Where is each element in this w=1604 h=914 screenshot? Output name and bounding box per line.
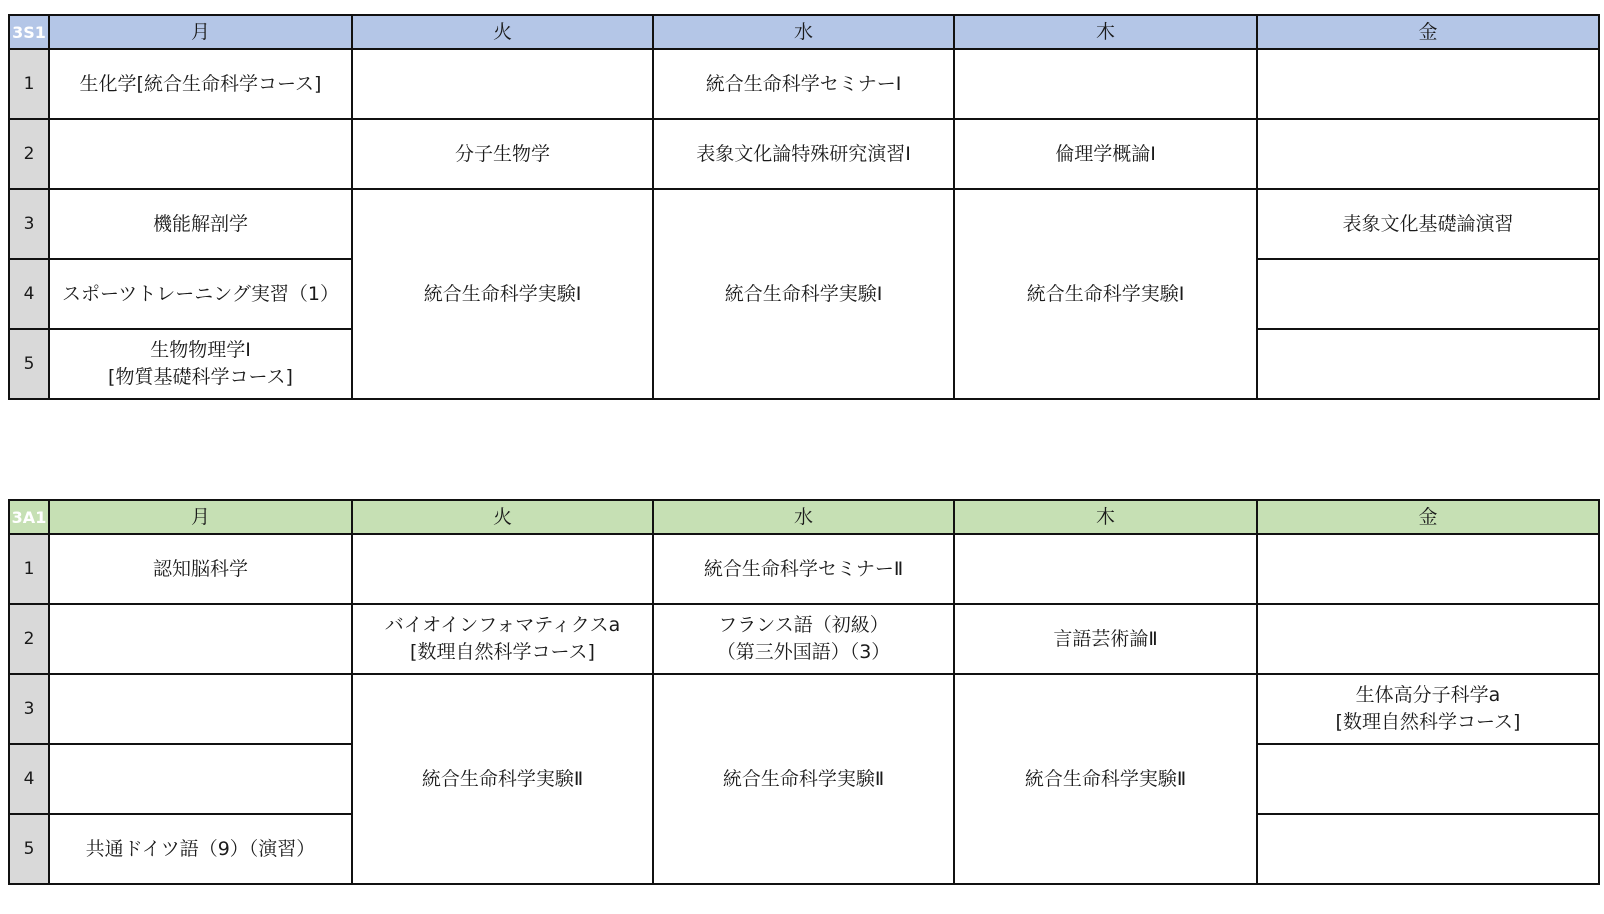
class-cell-tue-3-5 <box>352 674 653 884</box>
header-row <box>9 500 1599 534</box>
day-header-thu: 木 <box>954 15 1257 49</box>
day-header-mon: 月 <box>49 500 352 534</box>
class-name: 生化学[統合生命科学コース] <box>79 72 322 95</box>
class-cell-thu-1 <box>954 49 1257 119</box>
class-name: 倫理学概論Ⅰ <box>1055 142 1156 165</box>
class-name: 生物物理学Ⅰ [物質基礎科学コース] <box>108 339 293 388</box>
day-header-fri: 金 <box>1257 500 1599 534</box>
class-cell-tue-2 <box>352 604 653 674</box>
class-name: 統合生命科学実験Ⅰ <box>423 282 582 305</box>
class-cell-fri-2 <box>1257 604 1599 674</box>
period-row-3 <box>9 674 1599 744</box>
class-cell-wed-2 <box>653 119 954 189</box>
class-name: 統合生命科学実験Ⅰ <box>1026 282 1185 305</box>
day-header-tue: 火 <box>352 500 653 534</box>
period-row-3 <box>9 189 1599 259</box>
period-number: 2 <box>9 604 49 674</box>
class-cell-fri-3 <box>1257 189 1599 259</box>
class-name: 表象文化論特殊研究演習Ⅰ <box>696 142 911 165</box>
class-name: 統合生命科学実験Ⅱ <box>722 767 885 790</box>
class-cell-fri-3 <box>1257 674 1599 744</box>
class-name: 生体高分子科学a [数理自然科学コース] <box>1335 684 1521 733</box>
class-name: 統合生命科学セミナーⅠ <box>705 72 902 95</box>
class-cell-mon-4 <box>49 259 352 329</box>
class-cell-mon-5 <box>49 329 352 399</box>
period-row-1 <box>9 49 1599 119</box>
class-name: 統合生命科学実験Ⅰ <box>724 282 883 305</box>
period-row-2 <box>9 604 1599 674</box>
class-cell-mon-2 <box>49 604 352 674</box>
class-cell-fri-1 <box>1257 534 1599 604</box>
class-cell-fri-4 <box>1257 744 1599 814</box>
day-header-mon: 月 <box>49 15 352 49</box>
class-cell-tue-1 <box>352 534 653 604</box>
class-name: 統合生命科学実験Ⅱ <box>421 767 584 790</box>
period-number: 4 <box>9 259 49 329</box>
class-cell-thu-2 <box>954 119 1257 189</box>
class-cell-tue-3-5 <box>352 189 653 399</box>
class-name: スポーツトレーニング実習（1） <box>62 282 339 305</box>
class-name: バイオインフォマティクスa [数理自然科学コース] <box>384 614 621 663</box>
class-name: 機能解剖学 <box>152 212 248 235</box>
class-cell-mon-5 <box>49 814 352 884</box>
class-cell-wed-1 <box>653 534 954 604</box>
class-name: 認知脳科学 <box>152 557 248 580</box>
class-cell-wed-3-5 <box>653 189 954 399</box>
period-number: 3 <box>9 189 49 259</box>
term-label: 3A1 <box>9 500 49 534</box>
day-header-thu: 木 <box>954 500 1257 534</box>
period-number: 1 <box>9 534 49 604</box>
day-header-wed: 水 <box>653 500 954 534</box>
class-cell-mon-2 <box>49 119 352 189</box>
class-name: 言語芸術論Ⅱ <box>1053 627 1158 650</box>
timetable-3s1 <box>8 14 1600 400</box>
class-cell-fri-4 <box>1257 259 1599 329</box>
class-name: 分子生物学 <box>454 142 550 165</box>
term-label: 3S1 <box>9 15 49 49</box>
class-name: 統合生命科学実験Ⅱ <box>1024 767 1187 790</box>
class-cell-fri-2 <box>1257 119 1599 189</box>
class-name: 共通ドイツ語（9）（演習） <box>85 837 316 860</box>
period-number: 3 <box>9 674 49 744</box>
class-name: 統合生命科学セミナーⅡ <box>703 557 904 580</box>
class-cell-mon-3 <box>49 674 352 744</box>
class-cell-fri-5 <box>1257 329 1599 399</box>
period-number: 5 <box>9 814 49 884</box>
header-row <box>9 15 1599 49</box>
period-row-2 <box>9 119 1599 189</box>
period-number: 5 <box>9 329 49 399</box>
day-header-wed: 水 <box>653 15 954 49</box>
class-cell-thu-2 <box>954 604 1257 674</box>
day-header-fri: 金 <box>1257 15 1599 49</box>
class-cell-wed-3-5 <box>653 674 954 884</box>
class-cell-wed-1 <box>653 49 954 119</box>
class-cell-mon-4 <box>49 744 352 814</box>
period-number: 4 <box>9 744 49 814</box>
class-cell-mon-3 <box>49 189 352 259</box>
class-cell-tue-2 <box>352 119 653 189</box>
class-cell-thu-1 <box>954 534 1257 604</box>
period-number: 1 <box>9 49 49 119</box>
class-cell-tue-1 <box>352 49 653 119</box>
class-cell-thu-3-5 <box>954 674 1257 884</box>
class-cell-mon-1 <box>49 534 352 604</box>
period-number: 2 <box>9 119 49 189</box>
day-header-tue: 火 <box>352 15 653 49</box>
class-name: フランス語（初級） （第三外国語）（3） <box>716 614 891 663</box>
class-cell-wed-2 <box>653 604 954 674</box>
period-row-1 <box>9 534 1599 604</box>
class-cell-fri-5 <box>1257 814 1599 884</box>
class-cell-thu-3-5 <box>954 189 1257 399</box>
class-cell-mon-1 <box>49 49 352 119</box>
class-name: 表象文化基礎論演習 <box>1342 212 1514 235</box>
class-cell-fri-1 <box>1257 49 1599 119</box>
timetable-3a1 <box>8 499 1600 885</box>
